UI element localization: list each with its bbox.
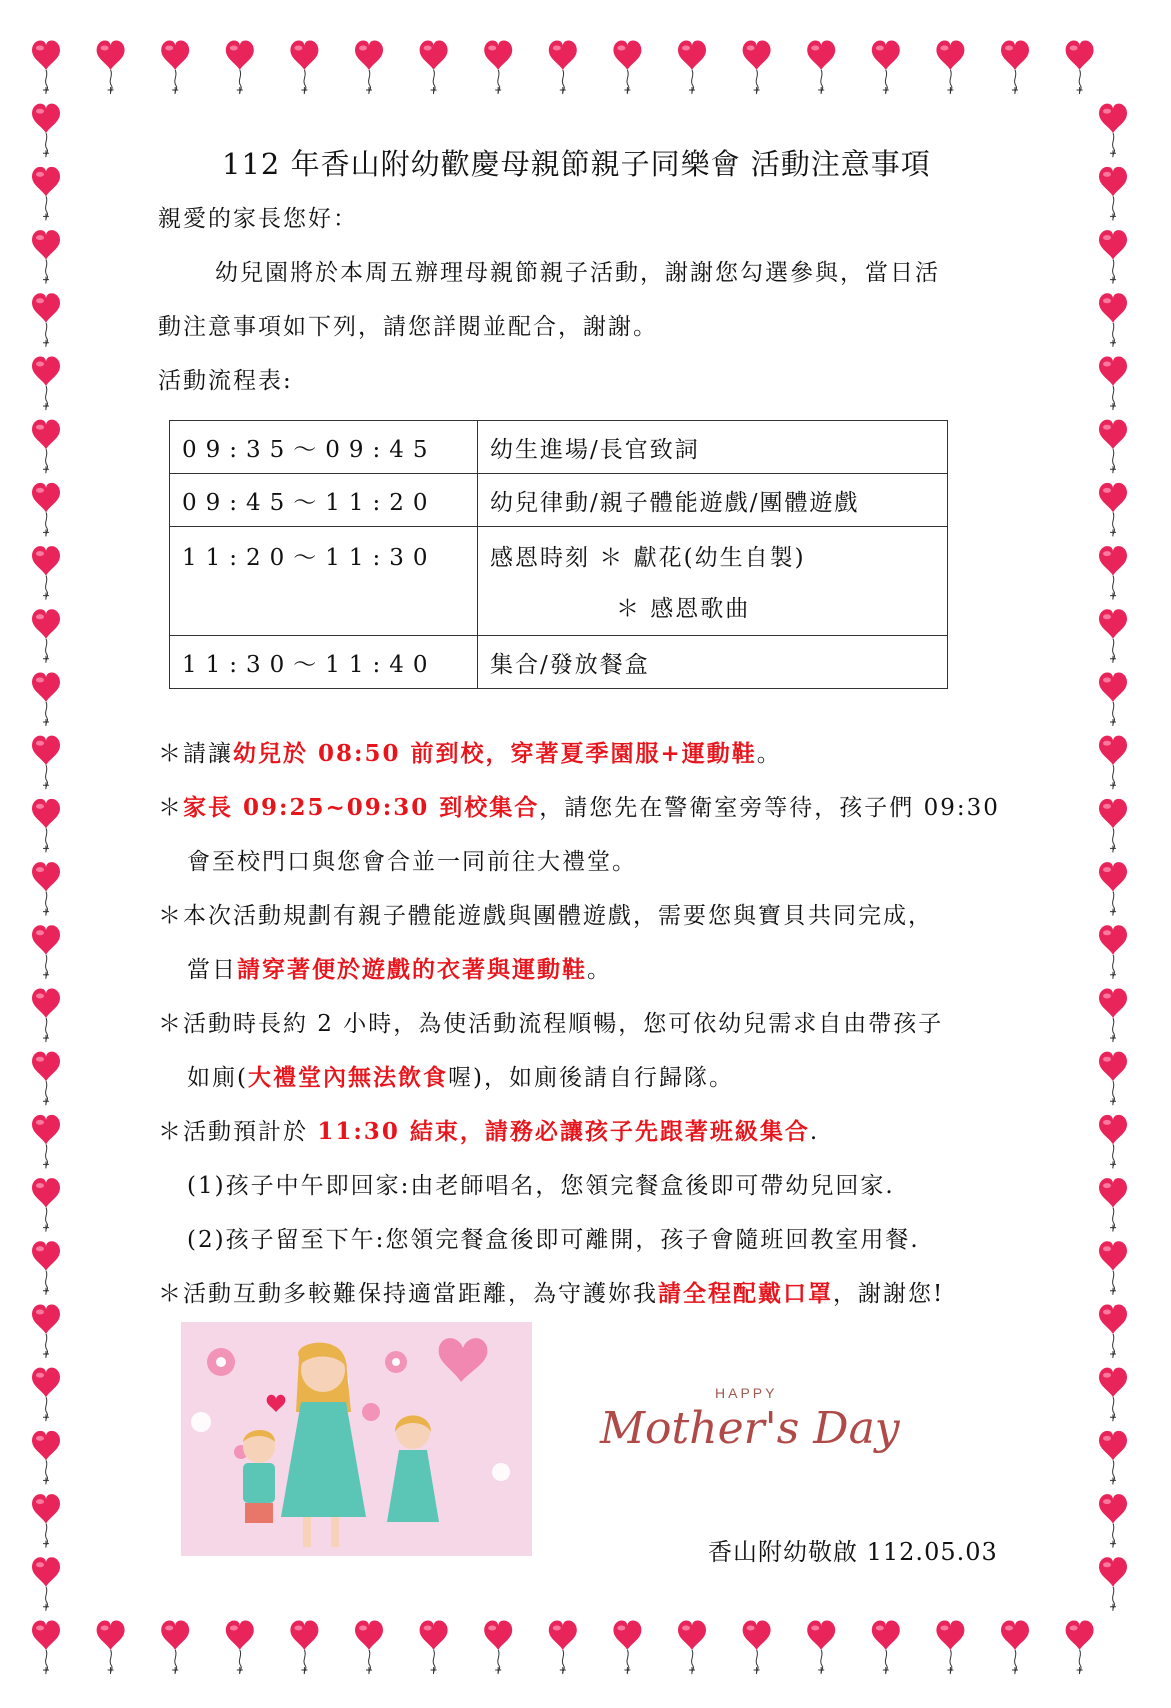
heart-balloon-icon [1099,356,1127,410]
note-text: ＊活動預計於 [158,1119,318,1145]
heart-balloon-icon [32,1620,60,1674]
heart-balloon-icon [484,1620,512,1674]
heart-balloon-icon [549,1620,577,1674]
heart-balloon-icon [484,40,512,94]
heart-balloon-icon [613,1620,641,1674]
heart-balloon-icon [97,40,125,94]
note-text: ＊活動互動多較難保持適當距離，為守護妳我 [158,1281,658,1307]
heart-balloon-icon [290,1620,318,1674]
heart-balloon-icon [743,1620,771,1674]
heart-balloon-icon [1099,609,1127,663]
heart-balloon-icon [226,40,254,94]
schedule-time: 11:30～11:40 [170,636,478,689]
note-text: 。 [587,957,612,983]
greeting: 親愛的家長您好： [158,206,358,232]
heart-balloon-icon [1099,1304,1127,1358]
heart-balloon-icon [355,1620,383,1674]
schedule-activity: 感恩時刻 ＊ 獻花(幼生自製) [490,545,806,571]
heart-balloon-icon [32,230,60,284]
logo-mothers-day: Mother's Day [600,1403,900,1454]
heart-balloon-icon [743,40,771,94]
note-5-sub-1: (1)孩子中午即回家:由老師唱名，您領完餐盒後即可帶幼兒回家. [187,1173,895,1199]
schedule-activity: 幼生進場/長官致詞 [478,421,948,474]
note-text: . [809,1119,820,1145]
heart-balloon-icon [32,546,60,600]
heart-balloon-icon [32,1368,60,1422]
heart-balloon-icon [678,1620,706,1674]
note-6 [158,1275,944,1308]
heart-balloon-icon [1099,1368,1127,1422]
heart-balloon-icon [1099,1178,1127,1232]
heart-balloon-icon [32,609,60,663]
note-text: ＊請讓 [158,741,233,767]
heart-balloon-icon [1099,1494,1127,1548]
note-5-sub-2: (2)孩子留至下午:您領完餐盒後即可離開，孩子會隨班回教室用餐. [187,1227,920,1253]
heart-balloon-icon [1099,1241,1127,1295]
intro-line-2: 動注意事項如下列，請您詳閱並配合，謝謝。 [158,314,658,340]
note-highlight: 請穿著便於遊戲的衣著與運動鞋 [237,956,587,983]
heart-balloon-icon [32,799,60,853]
heart-balloon-icon [936,40,964,94]
heart-balloon-icon [161,1620,189,1674]
heart-balloon-icon [1099,925,1127,979]
note-highlight: 請全程配戴口罩 [658,1280,833,1307]
heart-balloon-icon [32,1431,60,1485]
note-3-cont [187,951,612,984]
intro-line-1: 幼兒園將於本周五辦理母親節親子活動，謝謝您勾選參與，當日活 [215,260,940,286]
table-row [170,527,948,636]
schedule-activity: 幼兒律動/親子體能遊戲/團體遊戲 [478,474,948,527]
table-row [170,421,948,474]
heart-balloon-icon [32,862,60,916]
heart-balloon-icon [1099,104,1127,158]
heart-balloon-icon [32,1178,60,1232]
heart-balloon-icon [32,1241,60,1295]
heart-balloon-icon [549,40,577,94]
heart-balloon-icon [32,1494,60,1548]
heart-balloon-icon [1099,988,1127,1042]
heart-balloon-icon [1099,1557,1127,1611]
heart-balloon-icon [32,356,60,410]
note-highlight: 家長 09:25~09:30 到校集合 [183,794,540,821]
heart-balloon-icon [226,1620,254,1674]
logo-happy: HAPPY [715,1385,778,1401]
heart-balloon-icon [1099,736,1127,790]
heart-balloon-icon [32,1052,60,1106]
heart-balloon-icon [936,1620,964,1674]
note-5 [158,1113,819,1146]
schedule-table [169,420,948,689]
heart-balloon-icon [1066,40,1094,94]
heart-balloon-icon [807,40,835,94]
heart-balloon-icon [1001,40,1029,94]
note-highlight: 大禮堂內無法飲食 [247,1064,448,1091]
note-text: 如廁( [187,1065,248,1091]
heart-balloon-icon [1066,1620,1094,1674]
signature: 香山附幼敬啟 112.05.03 [708,1538,998,1566]
heart-balloon-icon [872,40,900,94]
heart-balloon-icon [32,1304,60,1358]
heart-balloon-icon [1099,672,1127,726]
heart-balloon-icon [420,1620,448,1674]
heart-balloon-icon [32,40,60,94]
heart-balloon-icon [32,925,60,979]
note-4: ＊活動時長約 2 小時，為使活動流程順暢，您可依幼兒需求自由帶孩子 [158,1011,944,1037]
heart-balloon-icon [1001,1620,1029,1674]
schedule-time: 09:45～11:20 [170,474,478,527]
heart-balloon-icon [32,293,60,347]
heart-balloon-icon [1099,546,1127,600]
heart-balloon-icon [1099,1052,1127,1106]
heart-balloon-icon [613,40,641,94]
note-2-cont: 會至校門口與您會合並一同前往大禮堂。 [187,849,637,875]
heart-balloon-icon [355,40,383,94]
heart-balloon-icon [1099,230,1127,284]
table-row [170,474,948,527]
heart-balloon-icon [1099,862,1127,916]
heart-balloon-icon [1099,483,1127,537]
heart-balloon-icon [97,1620,125,1674]
heart-balloon-icon [32,483,60,537]
heart-balloon-icon [32,672,60,726]
heart-balloon-icon [290,40,318,94]
heart-balloon-icon [872,1620,900,1674]
schedule-activity: 集合/發放餐盒 [478,636,948,689]
note-text: 當日 [187,957,237,983]
heart-balloon-icon [1099,1431,1127,1485]
heart-balloon-icon [1099,167,1127,221]
heart-balloon-icon [678,40,706,94]
heart-balloon-icon [32,420,60,474]
heart-balloon-icon [32,104,60,158]
note-2 [158,789,1000,822]
heart-balloon-icon [32,167,60,221]
heart-balloon-icon [32,736,60,790]
mothers-day-logo [600,1385,920,1495]
note-text: ＊ [158,795,183,821]
heart-balloon-icon [32,1557,60,1611]
schedule-activity-cell [478,527,948,636]
note-highlight: 幼兒於 08:50 前到校，穿著夏季園服+運動鞋 [233,740,757,767]
schedule-activity-sub: ＊ 感恩歌曲 [616,596,751,622]
note-1 [158,735,782,768]
mother-children-illustration [181,1322,532,1556]
schedule-heading: 活動流程表: [158,368,293,394]
note-text: ，謝謝您! [833,1281,945,1307]
heart-balloon-icon [1099,420,1127,474]
heart-balloon-icon [1099,799,1127,853]
heart-balloon-icon [807,1620,835,1674]
note-3: ＊本次活動規劃有親子體能遊戲與團體遊戲，需要您與寶貝共同完成， [158,903,933,929]
note-text: ，請您先在警衛室旁等待，孩子們 09:30 [539,795,1000,821]
note-4-cont [187,1059,734,1092]
heart-balloon-icon [1099,1115,1127,1169]
note-highlight: 11:30 結束，請務必讓孩子先跟著班級集合 [317,1118,810,1145]
heart-balloon-icon [1099,293,1127,347]
heart-balloon-icon [420,40,448,94]
schedule-time: 11:20～11:30 [170,527,478,636]
heart-balloon-icon [32,1115,60,1169]
schedule-time: 09:35～09:45 [170,421,478,474]
heart-balloon-icon [161,40,189,94]
note-text: 。 [756,741,782,767]
heart-balloon-icon [32,988,60,1042]
table-row [170,636,948,689]
page-title: 112 年香山附幼歡慶母親節親子同樂會 活動注意事項 [222,147,931,181]
note-text: 喔)，如廁後請自行歸隊。 [447,1065,734,1091]
